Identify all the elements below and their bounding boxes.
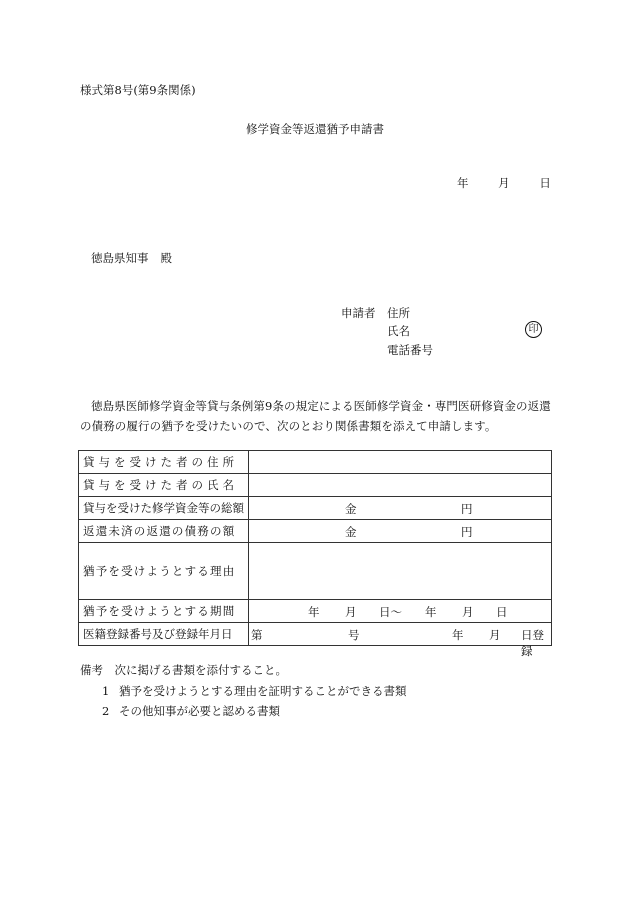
addressee-name: 徳島県知事 (91, 251, 149, 265)
reg-day: 日登録 (521, 628, 544, 658)
reg-month: 月 (489, 628, 501, 642)
reg-dai: 第 (251, 628, 263, 642)
address-cell (249, 451, 552, 474)
remark-text: 猶予を受けようとする理由を証明することができる書類 (119, 684, 407, 698)
kin-label: 金 (345, 525, 357, 539)
body-paragraph: 徳島県医師修学資金等貸与条例第9条の規定による医師修学資金・専門医研修資金の返還の債務の履行の猶予を受けたいので、次のとおり関係書類を添えて申請します。 (80, 399, 551, 433)
form-number: 様式第8号(第9条関係) (80, 83, 196, 97)
period-month-2: 月 (462, 605, 474, 619)
remarks-header: 備考 次に掲げる書類を添付すること。 (80, 663, 287, 677)
table-row (79, 543, 552, 600)
applicant-label: 申請者 (341, 306, 376, 320)
document-title: 修学資金等返還猶予申請書 (246, 122, 384, 136)
period-cell (249, 600, 552, 623)
row-label-period: 猶予を受けようとする期間 (79, 600, 249, 623)
period-year-1: 年 (308, 605, 320, 619)
table-row (79, 600, 552, 623)
addressee (91, 250, 172, 266)
row-label-total: 貸与を受けた修学資金等の総額 (79, 497, 249, 520)
applicant-phone-label: 電話番号 (387, 343, 433, 357)
seal-mark-icon: 印 (525, 321, 542, 338)
yen-label: 円 (461, 525, 473, 539)
period-month-1: 月 (345, 605, 357, 619)
table-row (79, 520, 552, 543)
period-day-1: 日〜 (379, 605, 402, 619)
remark-item (102, 683, 407, 699)
row-label-name: 貸与を受けた者の氏名 (79, 474, 249, 497)
row-label-reason: 猶予を受けようとする理由 (79, 543, 249, 600)
table-row (79, 497, 552, 520)
period-year-2: 年 (425, 605, 437, 619)
row-label-registration: 医籍登録番号及び登録年月日 (79, 623, 249, 646)
reg-go: 号 (348, 628, 360, 642)
yen-label: 円 (461, 502, 473, 516)
remark-item (102, 703, 280, 719)
row-label-unpaid: 返還未済の返還の債務の額 (79, 520, 249, 543)
registration-cell (249, 623, 552, 658)
kin-label: 金 (345, 502, 357, 516)
table-row (79, 623, 552, 646)
date-month: 月 (498, 176, 510, 190)
row-label-address: 貸与を受けた者の住所 (79, 451, 249, 474)
addressee-honorific: 殿 (160, 251, 172, 265)
remark-number: 1 (102, 684, 110, 698)
applicant-address-line (341, 305, 410, 321)
reg-year: 年 (452, 628, 464, 642)
remark-text: その他知事が必要と認める書類 (119, 704, 280, 718)
remark-number: 2 (102, 704, 110, 718)
date-line (457, 175, 551, 191)
name-cell (249, 474, 552, 497)
total-amount-cell (249, 497, 552, 520)
applicant-name-label: 氏名 (387, 324, 410, 338)
date-day: 日 (539, 176, 551, 190)
address-label: 住所 (387, 306, 410, 320)
table-row (79, 451, 552, 474)
application-table (78, 450, 552, 658)
period-day-2: 日 (496, 605, 508, 619)
table-row (79, 474, 552, 497)
date-year: 年 (457, 176, 469, 190)
reason-cell (249, 543, 552, 600)
unpaid-amount-cell (249, 520, 552, 543)
